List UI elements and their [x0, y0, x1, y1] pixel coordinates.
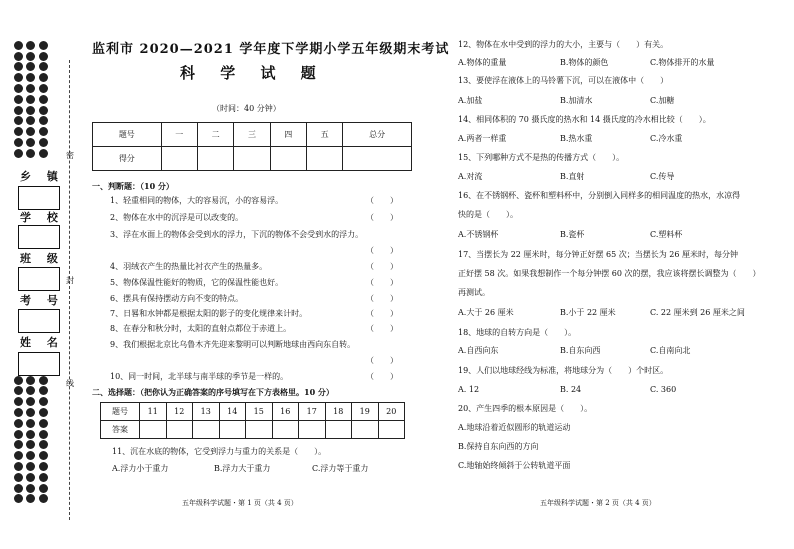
- judge-item: 5、物体保温性能好的物质，它的保温性能也好。: [110, 278, 284, 287]
- binding-dot: [39, 95, 48, 104]
- score-header: 五: [306, 123, 342, 147]
- binding-dot: [14, 106, 23, 115]
- binding-dot: [39, 430, 48, 439]
- choice-header: 14: [219, 403, 246, 421]
- field-box-name[interactable]: [18, 352, 60, 376]
- q19-option-c: C. 360: [650, 385, 677, 394]
- score-header: 四: [270, 123, 306, 147]
- binding-dot: [39, 149, 48, 158]
- q18-option-a: A.自西向东: [458, 346, 499, 355]
- question-20: 20、产生四季的根本原因是（ ）。: [458, 404, 593, 413]
- binding-dot: [26, 52, 35, 61]
- binding-dot: [14, 84, 23, 93]
- q17-option-c: C. 22 厘米到 26 厘米之间: [650, 308, 745, 317]
- choice-answer-cell[interactable]: [299, 421, 326, 439]
- judge-item: 7、日晷和水钟都是根据太阳的影子的变化规律来计时。: [110, 309, 308, 318]
- field-box-school[interactable]: [18, 225, 60, 249]
- binding-dot: [14, 494, 23, 503]
- choice-header: 18: [325, 403, 352, 421]
- binding-dot: [14, 138, 23, 147]
- seal-dashed-line: [69, 60, 70, 520]
- answer-bracket[interactable]: （ ）: [366, 278, 398, 287]
- q19-option-b: B. 24: [560, 385, 582, 394]
- seal-mark-xian: 线: [66, 379, 74, 388]
- binding-dot: [26, 386, 35, 395]
- choice-answer-cell[interactable]: [140, 421, 167, 439]
- q20-option-b: B.保持自东向西的方向: [458, 442, 539, 451]
- binding-dot: [14, 73, 23, 82]
- q19-option-a: A. 12: [458, 385, 480, 394]
- binding-dot: [14, 430, 23, 439]
- q17-option-a: A.大于 26 厘米: [458, 308, 514, 317]
- answer-bracket[interactable]: （ ）: [366, 246, 398, 255]
- binding-dot: [26, 84, 35, 93]
- choice-header: 17: [299, 403, 326, 421]
- binding-dot: [39, 451, 48, 460]
- binding-dot: [39, 484, 48, 493]
- score-header: 一: [161, 123, 197, 147]
- q15-option-a: A.对流: [458, 172, 483, 181]
- answer-bracket[interactable]: （ ）: [366, 294, 398, 303]
- choice-answer-table: [100, 402, 405, 439]
- q13-option-a: A.加盐: [458, 96, 483, 105]
- q13-option-c: C.加糖: [650, 96, 675, 105]
- q20-option-a: A.地球沿着近似圆形的轨道运动: [458, 423, 571, 432]
- binding-dot: [14, 52, 23, 61]
- binding-dot: [14, 376, 23, 385]
- binding-dot: [26, 95, 35, 104]
- binding-dot: [26, 473, 35, 482]
- binding-dot: [39, 494, 48, 503]
- binding-dot: [26, 397, 35, 406]
- q11-option-a: A.浮力小于重力: [112, 464, 169, 473]
- score-cell[interactable]: [306, 147, 342, 171]
- binding-dot: [14, 41, 23, 50]
- binding-dot: [39, 462, 48, 471]
- choice-answer-cell[interactable]: [352, 421, 379, 439]
- question-12: 12、物体在水中受到的浮力的大小，主要与（ ）有关。: [458, 40, 669, 49]
- binding-dot: [39, 127, 48, 136]
- q11-option-c: C.浮力等于重力: [312, 464, 369, 473]
- binding-dot: [39, 116, 48, 125]
- q11-option-b: B.浮力大于重力: [214, 464, 271, 473]
- score-header: 总分: [343, 123, 412, 147]
- binding-dot: [14, 473, 23, 482]
- binding-dot: [39, 473, 48, 482]
- q16-option-a: A.不锈钢杯: [458, 230, 499, 239]
- choice-answer-cell[interactable]: [246, 421, 273, 439]
- binding-dot: [26, 41, 35, 50]
- score-cell[interactable]: [270, 147, 306, 171]
- choice-header: 13: [193, 403, 220, 421]
- binding-dot: [26, 440, 35, 449]
- question-15: 15、下列哪种方式不是热的传播方式（ ）。: [458, 153, 625, 162]
- choice-header: 12: [166, 403, 193, 421]
- footer-left: 五年级科学试题・第 1 页（共 4 页）: [182, 499, 298, 507]
- binding-dot: [26, 408, 35, 417]
- choice-header: 15: [246, 403, 273, 421]
- binding-dot: [39, 138, 48, 147]
- q12-option-b: B.物体的颜色: [560, 58, 609, 67]
- judge-item: 1、轻重相同的物体，大的容易沉，小的容易浮。: [110, 196, 284, 205]
- binding-dot: [14, 451, 23, 460]
- choice-answer-cell[interactable]: [193, 421, 220, 439]
- score-header: 三: [234, 123, 270, 147]
- q14-option-a: A.两者一样重: [458, 134, 507, 143]
- answer-bracket[interactable]: （ ）: [366, 213, 398, 222]
- binding-dot: [14, 440, 23, 449]
- binding-dot: [39, 84, 48, 93]
- choice-answer-cell[interactable]: [166, 421, 193, 439]
- question-17-line2: 正好摆 58 次。如果我想制作一个每分钟摆 60 次的摆，我应该将摆长调整为（ ）: [458, 269, 761, 278]
- q15-option-b: B.直射: [560, 172, 585, 181]
- field-label-name: 姓 名: [20, 336, 64, 349]
- choice-header: 20: [378, 403, 405, 421]
- field-box-class[interactable]: [18, 267, 60, 291]
- binding-dot: [14, 149, 23, 158]
- binding-dot: [26, 149, 35, 158]
- judge-heading: 一、判断题：（10 分）: [92, 181, 174, 191]
- choice-header: 题号: [101, 403, 140, 421]
- score-cell[interactable]: [234, 147, 270, 171]
- binding-dot: [39, 62, 48, 71]
- answer-bracket[interactable]: （ ）: [366, 196, 398, 205]
- question-16-line1: 16、在不锈钢杯、瓷杯和塑料杯中，分别倒入同样多的相同温度的热水，水凉得: [458, 191, 741, 200]
- score-cell[interactable]: [197, 147, 233, 171]
- binding-dot: [26, 484, 35, 493]
- judge-item: 6、摆具有保持摆动方向不变的特点。: [110, 294, 244, 303]
- choice-answer-cell[interactable]: [272, 421, 299, 439]
- binding-dot: [14, 419, 23, 428]
- q16-option-c: C.塑料杯: [650, 230, 683, 239]
- question-19: 19、人们以地球经线为标准，将地球分为（ ）个时区。: [458, 366, 669, 375]
- binding-dot: [14, 462, 23, 471]
- field-label-exam-number: 考 号: [20, 294, 64, 307]
- judge-item: 4、羽绒衣产生的热量比衬衣产生的热量多。: [110, 262, 268, 271]
- binding-dot: [14, 62, 23, 71]
- binding-dot: [39, 41, 48, 50]
- answer-bracket[interactable]: （ ）: [366, 262, 398, 271]
- answer-bracket[interactable]: （ ）: [366, 356, 398, 365]
- q15-option-c: C.传导: [650, 172, 675, 181]
- choice-header: 19: [352, 403, 379, 421]
- binding-dot: [39, 52, 48, 61]
- binding-dot: [26, 106, 35, 115]
- binding-dot: [14, 397, 23, 406]
- binding-dot: [14, 386, 23, 395]
- binding-dot: [14, 127, 23, 136]
- binding-dot: [26, 116, 35, 125]
- binding-dot: [26, 62, 35, 71]
- binding-dot: [26, 127, 35, 136]
- judge-item: 2、物体在水中的沉浮是可以改变的。: [110, 213, 244, 222]
- choice-answer-cell[interactable]: [325, 421, 352, 439]
- judge-item: 8、在春分和秋分时，太阳的直射点都位于赤道上。: [110, 324, 292, 333]
- binding-dot: [14, 95, 23, 104]
- seal-mark-feng: 封: [66, 276, 74, 285]
- binding-dot: [26, 376, 35, 385]
- score-cell[interactable]: [161, 147, 197, 171]
- q17-option-b: B.小于 22 厘米: [560, 308, 616, 317]
- question-17-line1: 17、当摆长为 22 厘米时，每分钟正好摆 65 次；当摆长为 26 厘米时，每分钟: [458, 250, 738, 259]
- score-row-label: 得分: [93, 147, 162, 171]
- answer-bracket[interactable]: （ ）: [366, 309, 398, 318]
- score-cell[interactable]: [343, 147, 412, 171]
- choice-header: 11: [140, 403, 167, 421]
- exam-time: （时间：40 分钟）: [212, 104, 281, 113]
- q16-option-b: B.瓷杯: [560, 230, 585, 239]
- q18-option-b: B.自东向西: [560, 346, 601, 355]
- field-box-township[interactable]: [18, 186, 60, 210]
- field-label-township: 乡 镇: [20, 170, 64, 183]
- score-header: 二: [197, 123, 233, 147]
- binding-dot: [26, 138, 35, 147]
- q14-option-c: C.冷水重: [650, 134, 683, 143]
- question-14: 14、相同体积的 70 摄氏度的热水和 14 摄氏度的冷水相比较（ ）。: [458, 115, 711, 124]
- binding-dot: [39, 376, 48, 385]
- binding-dot: [26, 462, 35, 471]
- binding-dot: [14, 408, 23, 417]
- binding-dot: [14, 484, 23, 493]
- q14-option-b: B.热水重: [560, 134, 593, 143]
- q12-option-c: C.物体排开的水量: [650, 58, 715, 67]
- q13-option-b: B.加清水: [560, 96, 593, 105]
- q18-option-c: C.自南向北: [650, 346, 691, 355]
- binding-dot: [39, 73, 48, 82]
- binding-dot: [39, 386, 48, 395]
- choice-answer-label: 答案: [101, 421, 140, 439]
- judge-item: 10、同一时间，北半球与南半球的季节是一样的。: [110, 372, 289, 381]
- binding-dot: [14, 116, 23, 125]
- exam-subject: 科 学 试 题: [180, 64, 326, 82]
- question-13: 13、要使浮在液体上的马铃薯下沉，可以在液体中（ ）: [458, 76, 669, 85]
- binding-dot: [26, 73, 35, 82]
- question-17-line3: 再测试。: [458, 288, 490, 297]
- question-16-line2: 快的是（ ）。: [458, 210, 518, 219]
- question-18: 18、地球的自转方向是（ ）。: [458, 328, 577, 337]
- binding-dot: [39, 408, 48, 417]
- score-table: [92, 122, 412, 171]
- q12-option-a: A.物体的重量: [458, 58, 507, 67]
- question-11: 11、沉在水底的物体，它受到浮力与重力的关系是（ ）。: [112, 447, 327, 456]
- binding-dot: [26, 430, 35, 439]
- binding-dot: [39, 440, 48, 449]
- score-header: 题号: [93, 123, 162, 147]
- exam-title: 监利市 2020—2021 学年度下学期小学五年级期末考试: [92, 42, 450, 57]
- choice-answer-cell[interactable]: [219, 421, 246, 439]
- seal-mark-mi: 密: [66, 151, 74, 160]
- judge-item: 9、我们根据北京比乌鲁木齐先迎来黎明可以判断地球由西向东自转。: [110, 340, 356, 349]
- binding-dot: [39, 106, 48, 115]
- q20-option-c: C.地轴始终倾斜于公转轨道平面: [458, 461, 571, 470]
- answer-bracket[interactable]: （ ）: [366, 324, 398, 333]
- field-label-school: 学 校: [20, 211, 64, 224]
- binding-dot: [39, 397, 48, 406]
- field-box-exam-number[interactable]: [18, 309, 60, 333]
- judge-item: 3、浮在水面上的物体会受到水的浮力，下沉的物体不会受到水的浮力。: [110, 230, 364, 239]
- binding-dot: [26, 419, 35, 428]
- binding-dot: [26, 451, 35, 460]
- footer-right: 五年级科学试题・第 2 页（共 4 页）: [540, 499, 656, 507]
- choice-header: 16: [272, 403, 299, 421]
- field-label-class: 班 级: [20, 252, 64, 265]
- answer-bracket[interactable]: （ ）: [366, 372, 398, 381]
- choice-answer-cell[interactable]: [378, 421, 405, 439]
- binding-dot: [39, 419, 48, 428]
- binding-dot: [26, 494, 35, 503]
- choice-heading: 二、选择题：（把你认为正确答案的序号填写在下方表格里。10 分）: [92, 387, 334, 397]
